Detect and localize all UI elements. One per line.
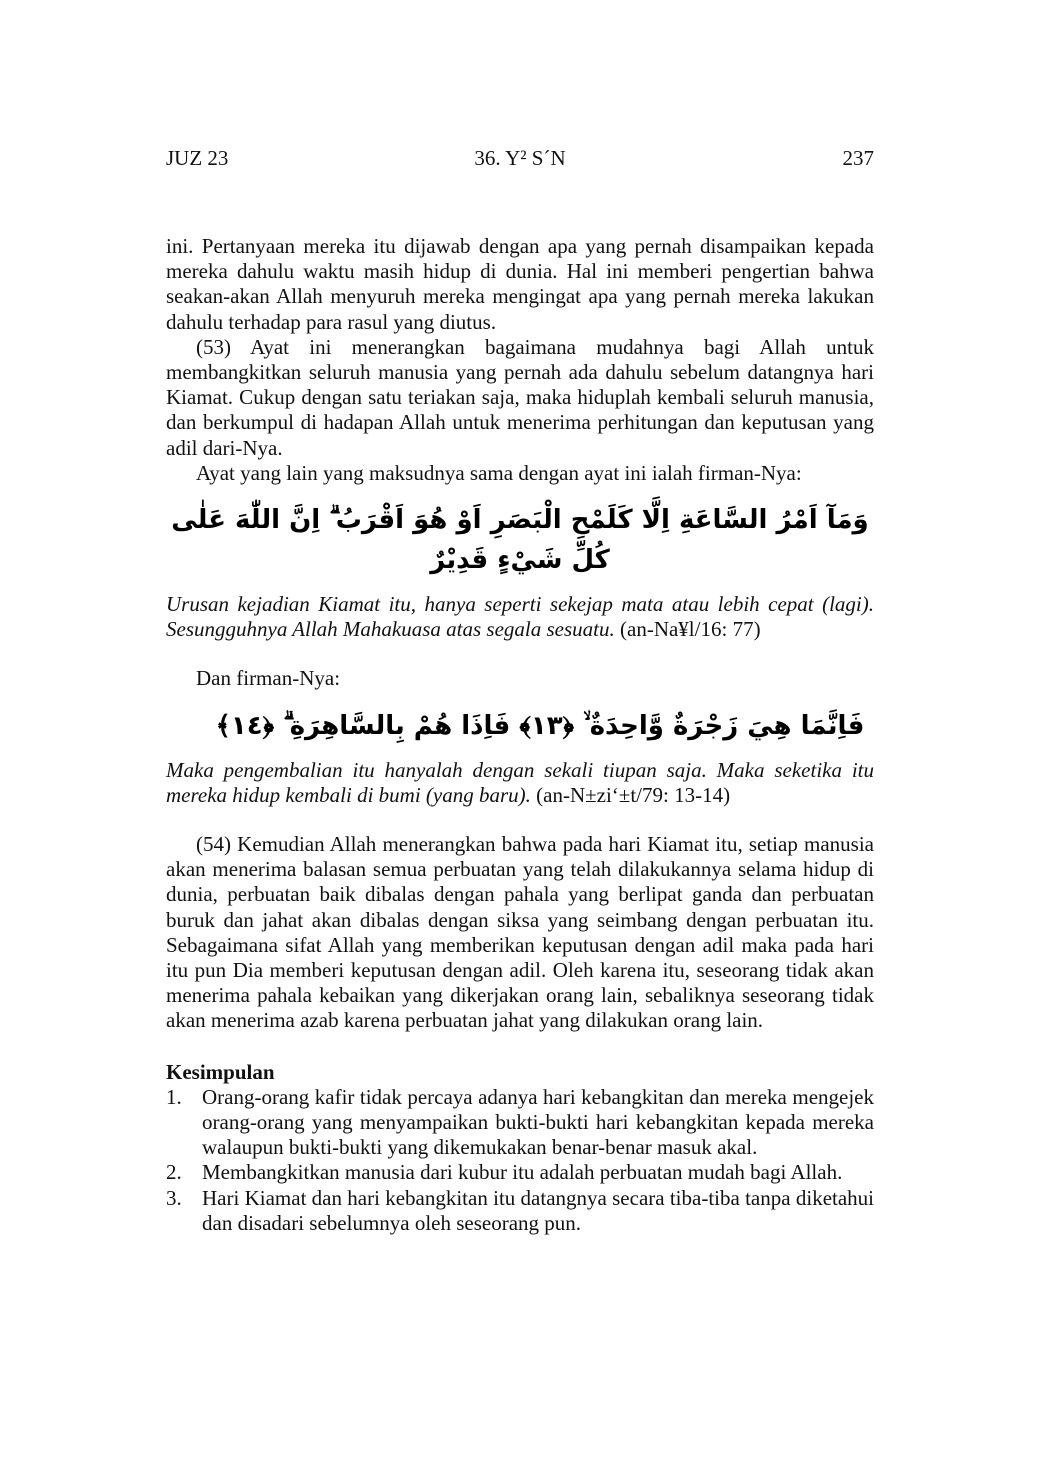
surah-title: 36. Y² S´N [474,146,566,170]
page-header [166,146,874,174]
list-item [166,1186,874,1236]
page-number: 237 [842,146,874,170]
list-text: Hari Kiamat dan hari kebangkitan itu datangnya secara tiba-tiba tanpa diketahui dan disadari sebelumnya oleh seseorang pun. [202,1185,874,1235]
conclusion-list [166,1085,874,1236]
list-number: 1. [166,1084,182,1109]
arabic-verse-an-nahl: وَمَآ اَمْرُ السَّاعَةِ اِلَّا كَلَمْحِ الْبَصَرِ اَوْ هُوَ اَقْرَبُ ۗ اِنَّ اللّٰهَ عَلٰى كُلِّ شَيْءٍ قَدِيْرٌ [171,505,869,576]
list-item [166,1160,874,1185]
verse-reference: (an-Na¥l/16: 77) [620,617,761,642]
spacer [166,642,874,666]
list-number: 2. [166,1160,182,1185]
page-content [166,234,874,1236]
paragraph-54: (54) Kemudian Allah menerangkan bahwa pada hari Kiamat itu, setiap manusia akan menerima balasan semua perbuatan yang telah dilakukannya selama hidup di dunia, perbuatan baik dibalas dengan pahala yang berlipat ganda dan perbuatan buruk dan jahat akan dibalas dengan siksa yang seimbang dengan perbuatan itu. Sebagaimana sifat Allah yang memberikan keputusan dengan adil maka pada hari itu pun Dia memberi keputusan dengan adil. Oleh karena itu, seseorang tidak akan menerima pahala kebaikan yang dikerjakan orang lain, sebaliknya seseorang tidak akan menerima azab karena perbuatan jahat yang dilakukan orang lain. [166,832,874,1033]
translation-text: Maka pengembalian itu hanyalah dengan sekali tiupan saja. Maka seketika itu mereka hidup kembali di bumi (yang baru). [166,757,874,807]
conclusion-heading: Kesimpulan [166,1059,275,1084]
spacer [166,808,874,832]
list-number: 3. [166,1185,182,1210]
translation-text: Urusan kejadian Kiamat itu, hanya seperti sekejap mata atau lebih cepat (lagi). Sesungguhnya Allah Mahakuasa atas segala sesuatu. [166,592,874,642]
paragraph-1: ini. Pertanyaan mereka itu dijawab dengan apa yang pernah disampaikan kepada mereka dahulu waktu masih hidup di dunia. Hal ini memberi pengertian bahwa seakan-akan Allah menyuruh mereka mengingat apa yang pernah mereka lakukan dahulu terhadap para rasul yang diutus. [166,234,874,334]
verse-translation-an-naziat [166,758,874,808]
verse-translation-an-nahl [166,592,874,642]
juz-label: JUZ 23 [166,146,229,170]
paragraph-53: (53) Ayat ini menerangkan bagaimana mudahnya bagi Allah untuk membangkitkan seluruh manusia yang pernah ada dahulu sebelum datangnya hari Kiamat. Cukup dengan satu teriakan saja, maka hiduplah kembali seluruh manusia, dan berkumpul di hadapan Allah untuk menerima perhitungan dan keputusan yang adil dari-Nya. [166,334,874,460]
paragraph-intro-verse: Ayat yang lain yang maksudnya sama dengan ayat ini ialah firman-Nya: [196,460,802,485]
list-item [166,1085,874,1161]
verse-reference: (an-N±zi‘±t/79: 13-14) [536,782,731,807]
paragraph-and-firman: Dan firman-Nya: [196,666,341,691]
arabic-verse-an-naziat: فَاِنَّمَا هِيَ زَجْرَةٌ وَّاحِدَةٌ ۙ ﴿١٣﴾ فَاِذَا هُمْ بِالسَّاهِرَةِ ۗ ﴿١٤﴾ [215,710,865,741]
list-text: Orang-orang kafir tidak percaya adanya hari kebangkitan dan mereka mengejek orang-orang yang menyampaikan bukti-bukti hari kebangkitan kepada mereka walaupun bukti-bukti yang dikemukakan benar-benar masuk akal. [202,1084,874,1160]
list-text: Membangkitkan manusia dari kubur itu adalah perbuatan mudah bagi Allah. [202,1160,843,1185]
